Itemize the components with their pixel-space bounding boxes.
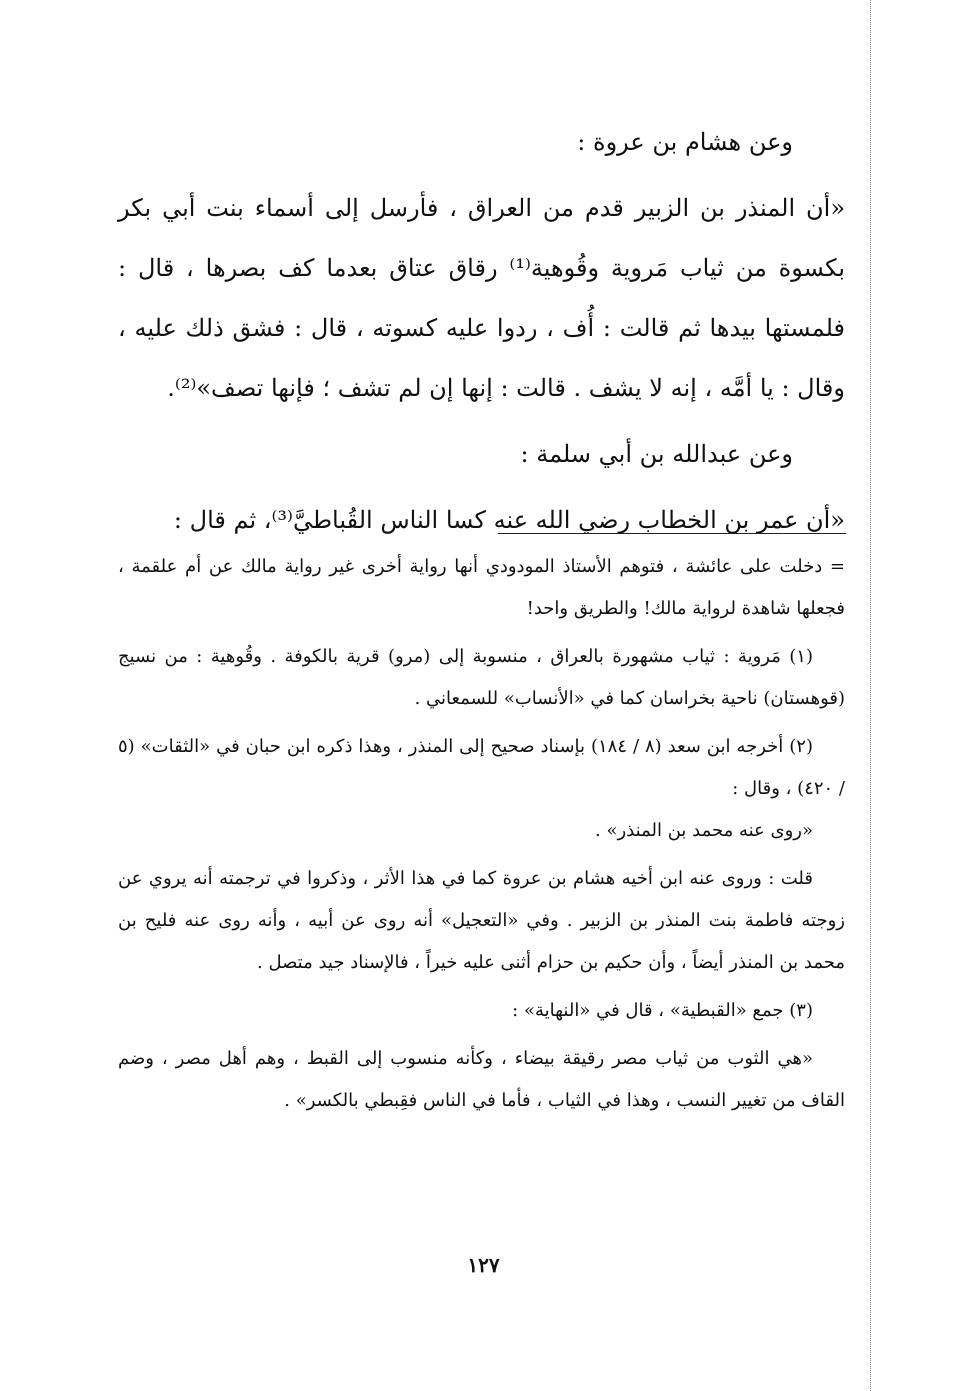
main-heading-1: وعن هشام بن عروة : [577, 128, 793, 156]
main-heading-2: وعن عبدالله بن أبي سلمة : [520, 440, 793, 468]
page-number: ١٢٧ [467, 1253, 500, 1277]
main-text [118, 112, 845, 550]
footnote-divider [498, 533, 846, 534]
footnote-3-quote: «هي الثوب من ثياب مصر رقيقة بيضاء ، وكأنه منسوب إلى القبط ، وهم أهل مصر ، وضم القاف من تغيير النسب ، وهذا في الثياب ، فأما في الناس فقِبطي بالكسر» . [118, 1048, 845, 1111]
footnote-1: (١) مَروية : ثياب مشهورة بالعراق ، منسوبة إلى (مرو) قرية بالكوفة . وقُوهية : من نسيج (قوهستان) ناحية بخراسان كما في «الأنساب» للسمعاني . [118, 646, 845, 709]
main-paragraph-1: «أن المنذر بن الزبير قدم من العراق ، فأرسل إلى أسماء بنت أبي بكر بكسوة من ثياب مَروية وقُوهية⁽¹⁾ رقاق عتاق بعدما كف بصرها ، قال : فلمستها بيدها ثم قالت : أُف ، ردوا عليه كسوته ، قال : فشق ذلك عليه ، وقال : يا أمَّه ، إنه لا يشف . قالت : إنها إن لم تشف ؛ فإنها تصف»⁽²⁾. [118, 194, 845, 402]
main-paragraph-2: «أن عمر بن الخطاب رضي الله عنه كسا الناس القُباطيَّ⁽³⁾، ثم قال : [173, 506, 845, 534]
footnote-2-comment: قلت : وروى عنه ابن أخيه هشام بن عروة كما في هذا الأثر ، وذكروا في ترجمته أنه يروي عن زوجته فاطمة بنت المنذر بن الزبير . وفي «التعجيل» أنه روى عن أبيه ، وأنه روى عنه فليح بن محمد بن المنذر أيضاً ، وأن حكيم بن حزام أثنى عليه خيراً ، فالإسناد جيد متصل . [118, 868, 845, 973]
footnote-2-quote: «روى عنه محمد بن المنذر» . [595, 820, 813, 841]
footnote-2: (٢) أخرجه ابن سعد (٨ / ١٨٤) بإسناد صحيح إلى المنذر ، وهذا ذكره ابن حبان في «الثقات» (٥ / ٤٢٠) ، وقال : [118, 736, 845, 799]
footnotes [118, 546, 845, 1122]
footnote-continued: = دخلت على عائشة ، فتوهم الأستاذ المودودي أنها رواية أخرى غير رواية مالك عن أم علقمة ، فجعلها شاهدة لرواية مالك! والطريق واحد! [118, 556, 845, 619]
footnote-3: (٣) جمع «القبطية» ، قال في «النهاية» : [512, 1000, 813, 1021]
margin-dotted-line [870, 0, 871, 1391]
